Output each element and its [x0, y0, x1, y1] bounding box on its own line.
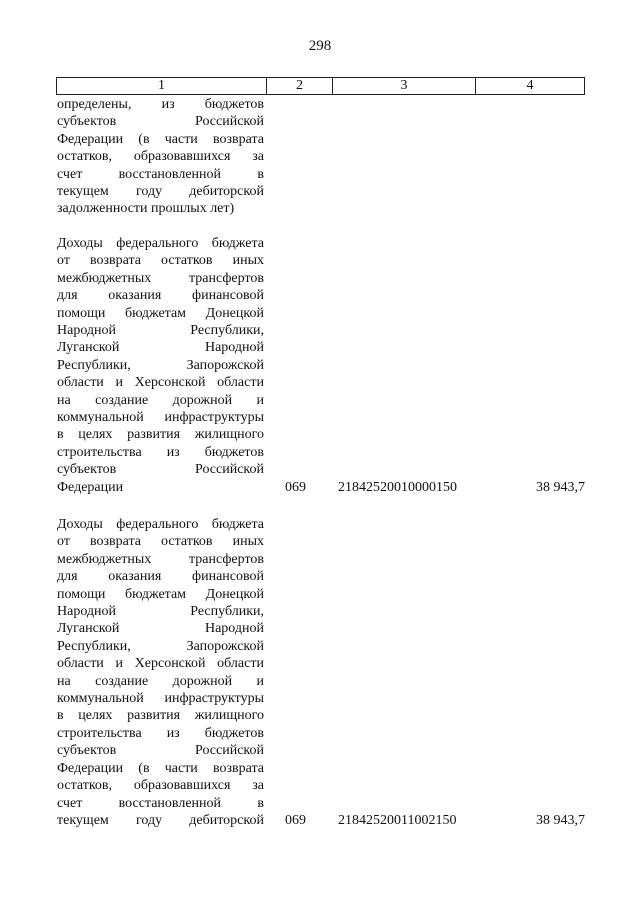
description-word: и	[256, 392, 264, 408]
description-word: Донецкой	[205, 586, 264, 602]
description-word: оказания	[108, 288, 162, 304]
description-word: области	[57, 656, 104, 672]
description-line	[57, 742, 264, 759]
description-word: из	[166, 725, 180, 741]
description-word: текущем	[57, 184, 109, 200]
description-word: Народной	[204, 340, 264, 356]
description-word: Российской	[195, 462, 264, 478]
description-word: области	[217, 656, 264, 672]
description-word: текущем	[57, 812, 109, 828]
description-word: Республики,	[57, 357, 131, 373]
description-word: области	[217, 375, 264, 391]
description-word: Федерации	[57, 760, 124, 776]
description-line	[57, 690, 264, 707]
description-word: остатков	[161, 253, 213, 269]
description-word: и	[256, 673, 264, 689]
description-line	[57, 586, 264, 603]
description-word: трансфертов	[188, 551, 264, 567]
row-description	[57, 516, 264, 829]
description-word: Луганской	[57, 621, 120, 637]
description-word: восстановленной	[118, 166, 222, 182]
table-header	[56, 77, 585, 95]
description-word: году	[135, 812, 163, 828]
description-word: жилищного	[194, 427, 264, 443]
column-header-4: 4	[526, 78, 534, 93]
table-row	[57, 235, 585, 496]
description-word: Донецкой	[205, 305, 264, 321]
description-word: Федерации	[57, 131, 124, 147]
description-word: Федерации	[57, 479, 124, 495]
description-word: бюджетов	[204, 97, 264, 112]
description-word: Народной	[57, 604, 117, 620]
description-line	[57, 235, 264, 252]
column-header-3: 3	[333, 78, 476, 94]
description-word: бюджетов	[204, 444, 264, 460]
description-word: Российской	[195, 114, 264, 130]
amount: 38 943,7	[536, 812, 585, 828]
description-word: возврата	[212, 131, 264, 147]
description-word: восстановленной	[118, 795, 222, 811]
description-word: образовавшихся	[133, 149, 231, 165]
description-word: коммунальной	[57, 410, 144, 426]
admin-code: 069	[285, 479, 306, 495]
description-line	[57, 638, 264, 655]
description-line	[57, 603, 264, 620]
description-word: (в	[138, 131, 150, 147]
table-row	[57, 516, 585, 829]
description-word: в	[57, 708, 64, 724]
description-line	[57, 287, 264, 304]
description-word: из	[166, 444, 180, 460]
description-word: развития	[127, 427, 181, 443]
description-line	[57, 166, 264, 183]
description-word: трансфертов	[188, 270, 264, 286]
description-line	[57, 620, 264, 637]
description-word: из	[161, 97, 175, 112]
description-word: создание	[95, 392, 149, 408]
description-word: для	[57, 288, 78, 304]
description-word: Доходы	[57, 236, 103, 251]
description-word: счет	[57, 166, 83, 182]
description-word: субъектов	[57, 743, 117, 759]
description-line	[57, 131, 264, 148]
description-line	[57, 551, 264, 568]
description-word: бюджета	[211, 517, 264, 532]
row-values	[57, 200, 585, 217]
description-word: целях	[78, 708, 113, 724]
description-word: за	[252, 778, 264, 794]
admin-code: 069	[285, 812, 306, 828]
description-line	[57, 183, 264, 200]
description-line	[57, 252, 264, 269]
kbk-code: 21842520011002150	[338, 812, 457, 828]
description-line	[57, 533, 264, 550]
description-word: Доходы	[57, 517, 103, 532]
description-word: области	[57, 375, 104, 391]
description-word: задолженности прошлых лет)	[57, 201, 235, 217]
description-word: развития	[127, 708, 181, 724]
description-word: Республики,	[190, 604, 264, 620]
description-word: Народной	[204, 621, 264, 637]
description-word: на	[57, 673, 71, 689]
description-line	[57, 426, 264, 443]
description-word: иных	[232, 253, 264, 269]
description-word: федерального	[116, 517, 199, 532]
description-word: счет	[57, 795, 83, 811]
description-word: части	[164, 760, 198, 776]
description-line	[57, 113, 264, 130]
description-word: Народной	[57, 323, 117, 339]
description-word: межбюджетных	[57, 551, 152, 567]
table-row	[57, 96, 585, 218]
description-word: от	[57, 253, 70, 269]
description-line	[57, 673, 264, 690]
description-line	[57, 357, 264, 374]
description-line	[57, 760, 264, 777]
description-word: Запорожской	[186, 638, 264, 654]
description-word: инфраструктуры	[164, 410, 264, 426]
description-word: создание	[95, 673, 149, 689]
row-description	[57, 235, 264, 496]
description-word: помощи	[57, 586, 106, 602]
description-word: Херсонской	[134, 375, 206, 391]
description-line	[57, 339, 264, 356]
description-word: возврата	[212, 760, 264, 776]
description-line	[57, 322, 264, 339]
page-number: 298	[308, 38, 332, 54]
amount: 38 943,7	[536, 479, 585, 495]
description-word: определены,	[57, 97, 132, 112]
column-header-1: 1	[57, 78, 267, 94]
description-line	[57, 409, 264, 426]
row-values	[57, 812, 585, 829]
description-word: Луганской	[57, 340, 120, 356]
description-word: остатков	[161, 534, 213, 550]
description-line	[57, 392, 264, 409]
description-word: финансовой	[192, 288, 264, 304]
description-word: иных	[232, 534, 264, 550]
description-line	[57, 707, 264, 724]
description-word: Херсонской	[134, 656, 206, 672]
description-line	[57, 374, 264, 391]
description-word: для	[57, 569, 78, 585]
description-word: оказания	[108, 569, 162, 585]
description-word: целях	[78, 427, 113, 443]
description-word: на	[57, 392, 71, 408]
description-line	[57, 777, 264, 794]
description-line	[57, 516, 264, 533]
description-word: части	[164, 131, 198, 147]
description-word: и	[115, 375, 123, 391]
description-word: в	[57, 427, 64, 443]
description-word: дорожной	[172, 392, 233, 408]
description-word: возврата	[89, 253, 141, 269]
description-word: остатков,	[57, 149, 113, 165]
description-line	[57, 461, 264, 478]
description-word: субъектов	[57, 114, 117, 130]
description-word: Республики,	[190, 323, 264, 339]
description-line	[57, 655, 264, 672]
kbk-code: 21842520010000150	[338, 479, 457, 495]
description-line	[57, 148, 264, 165]
description-word: дебиторской	[189, 184, 264, 200]
description-word: и	[115, 656, 123, 672]
description-word: возврата	[89, 534, 141, 550]
description-word: Российской	[195, 743, 264, 759]
description-word: Запорожской	[186, 357, 264, 373]
description-word: в	[257, 166, 264, 182]
description-word: субъектов	[57, 462, 117, 478]
description-word: межбюджетных	[57, 270, 152, 286]
description-word: бюджетам	[124, 586, 187, 602]
column-header-2: 2	[267, 78, 333, 94]
description-word: инфраструктуры	[164, 691, 264, 707]
description-word: остатков,	[57, 778, 113, 794]
description-word: финансовой	[192, 569, 264, 585]
description-line	[57, 568, 264, 585]
description-word: бюджета	[211, 236, 264, 251]
description-line	[57, 270, 264, 287]
description-line	[57, 795, 264, 812]
row-values	[57, 479, 585, 496]
description-word: жилищного	[194, 708, 264, 724]
description-word: бюджетов	[204, 725, 264, 741]
description-word: в	[257, 795, 264, 811]
description-word: году	[135, 184, 163, 200]
description-word: Республики,	[57, 638, 131, 654]
description-line	[57, 444, 264, 461]
description-word: от	[57, 534, 70, 550]
description-word: образовавшихся	[133, 778, 231, 794]
description-word: строительства	[57, 444, 142, 460]
description-line	[57, 725, 264, 742]
description-word: дебиторской	[189, 812, 264, 828]
description-word: (в	[138, 760, 150, 776]
description-line	[57, 96, 264, 113]
description-word: федерального	[116, 236, 199, 251]
description-word: строительства	[57, 725, 142, 741]
description-word: за	[252, 149, 264, 165]
description-word: помощи	[57, 305, 106, 321]
description-word: коммунальной	[57, 691, 144, 707]
description-line	[57, 305, 264, 322]
description-word: дорожной	[172, 673, 233, 689]
description-word: бюджетам	[124, 305, 187, 321]
